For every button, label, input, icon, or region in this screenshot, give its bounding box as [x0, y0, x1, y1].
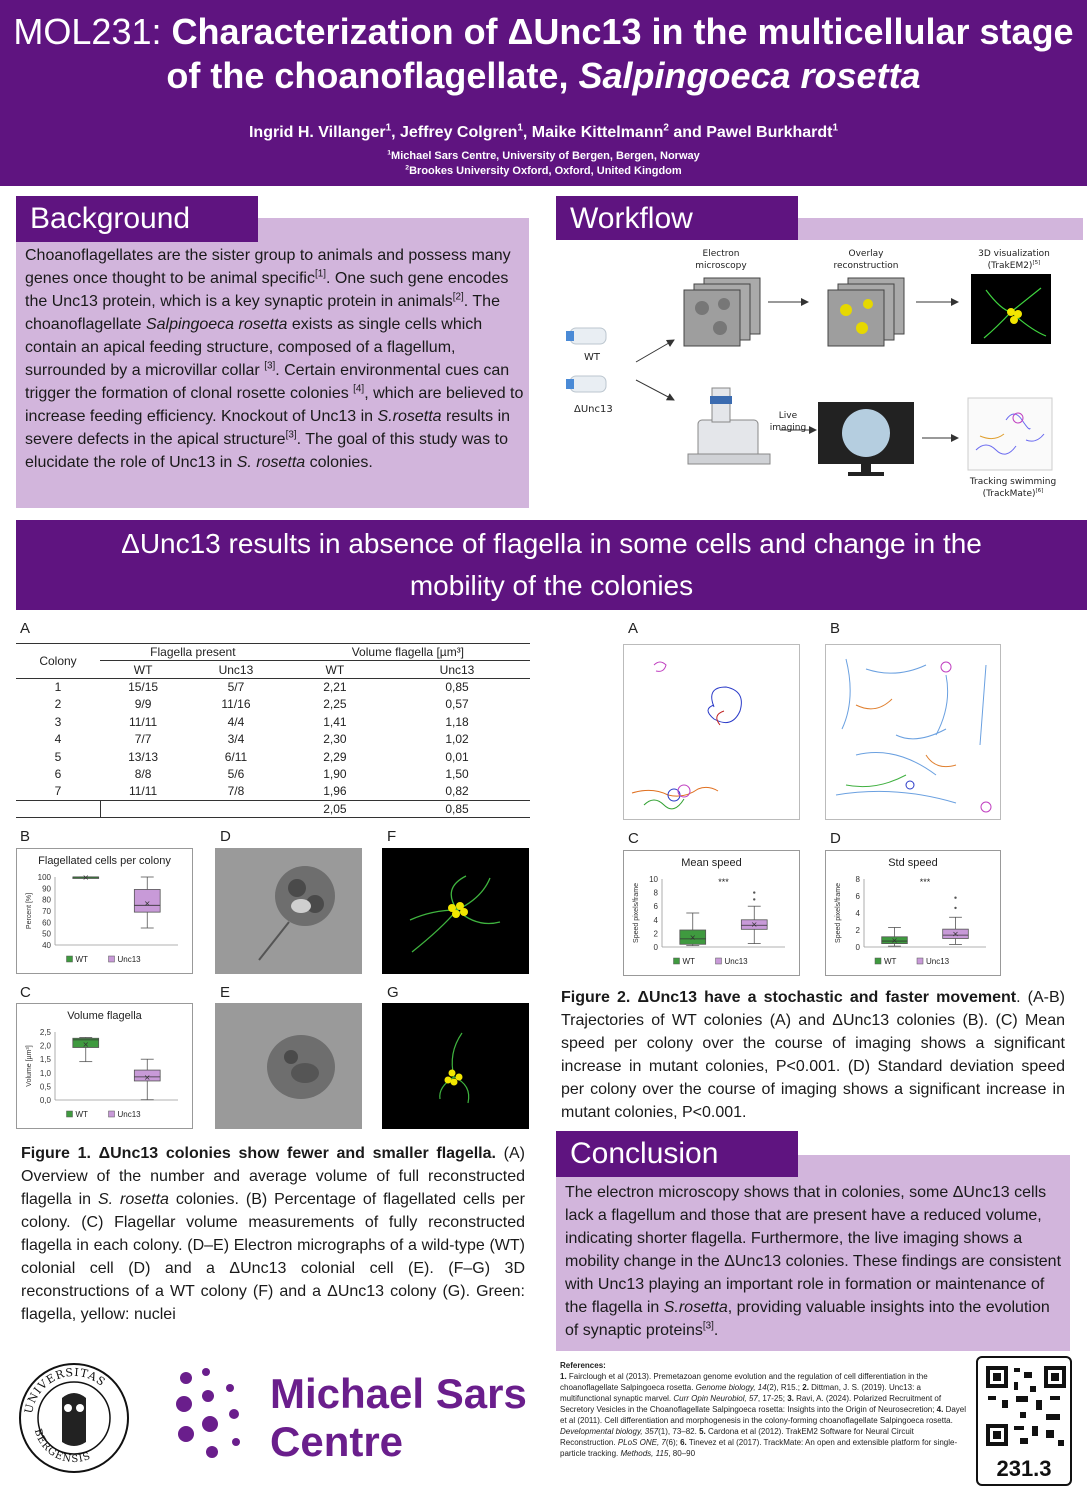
cell: 5 [54, 749, 62, 764]
ref-num: 2. [802, 1383, 809, 1392]
fig1-label-g: G [387, 984, 399, 1001]
ref-text: Dayel et al (2011). Cell differentiation and morphogenesis in the colony-forming choanoflagellate Salpingoeca rosetta. [560, 1405, 967, 1425]
poster-title-main: Characterization of ΔUnc13 in the multicellular stage of the choanoflagellate, [161, 11, 1074, 96]
chart-volume [16, 1003, 193, 1129]
monitor-icon [818, 402, 914, 476]
fig2-label-b: B [830, 620, 841, 637]
cell: 7/7 [134, 732, 152, 747]
box-mean-marker: × [891, 936, 898, 946]
cell: 0,85 [445, 680, 469, 695]
legend-label: Unc13 [117, 1110, 141, 1119]
trajectories-unc [825, 644, 1001, 820]
col-group-volume: Volume flagella [µm³] [286, 644, 530, 661]
citation: [3] [285, 429, 297, 441]
chart-volume-svg [17, 1004, 192, 1128]
cell: 0,82 [445, 784, 469, 799]
species-name: S. rosetta [236, 454, 306, 471]
workflow-diagram [556, 240, 1083, 508]
chart-std-speed-svg [826, 851, 1000, 975]
chart-mean-speed [623, 850, 800, 976]
legend-label: Unc13 [724, 957, 748, 966]
cell: 2,29 [323, 749, 347, 764]
text-run: . [713, 1322, 719, 1339]
arrow [636, 380, 674, 400]
fig1-label-d: D [220, 828, 231, 845]
chart-title: Mean speed [681, 857, 742, 869]
legend-label: WT [682, 957, 695, 966]
author: Jeffrey Colgren [400, 124, 518, 141]
cell: 0,57 [445, 697, 469, 712]
ref-end: , 17-25; [757, 1394, 788, 1403]
ref-text: Ravi, A. (2024). Polarized Recruitment of Secretory Vesicles in the Choanoflagellate Salpingoeca rosetta: Insights into the Origin of Neurosecretion; [560, 1394, 942, 1414]
banner-line-2: mobility of the colonies [409, 570, 694, 601]
cell: 1,41 [323, 714, 347, 729]
sub-header: Unc13 [439, 662, 475, 677]
table-row [16, 748, 530, 765]
legend-label: WT [75, 955, 88, 964]
author-aff: 1 [832, 122, 839, 134]
cell: 6 [54, 766, 62, 781]
msc-dots-svg [172, 1366, 252, 1466]
cell: 13/13 [128, 749, 159, 764]
tracking-image [968, 398, 1052, 470]
fig2-label-a: A [628, 620, 639, 637]
citation: [5] [1032, 260, 1041, 266]
text-run: results in severe defects in the apical structure [25, 408, 511, 448]
sub-header: Unc13 [218, 662, 254, 677]
viz-label [964, 248, 1064, 272]
cell: 9/9 [134, 697, 152, 712]
ref-num: 5. [699, 1427, 706, 1436]
cell [100, 800, 186, 817]
chart-title: Volume flagella [67, 1010, 142, 1022]
legend-swatch [109, 956, 115, 962]
recon-image-wt [382, 848, 529, 974]
y-tick-label: 2,5 [39, 1028, 51, 1037]
significance-label: *** [919, 877, 931, 887]
legend-label: WT [884, 957, 897, 966]
citation: [6] [1035, 488, 1044, 494]
citation: [2] [452, 291, 464, 303]
y-tick-label: 2 [653, 929, 658, 939]
table-row [16, 783, 530, 800]
cell: 2,30 [323, 732, 347, 747]
y-tick-label: 40 [42, 941, 51, 950]
text-run: . The goal of this study was to elucidate the role of Unc13 in [25, 431, 508, 471]
svg-text:UNIVERSITAS: UNIVERSITAS [22, 1365, 109, 1415]
col-colony: Colony [39, 653, 77, 668]
author: Ingrid H. Villanger [248, 124, 386, 141]
chart-std-speed [825, 850, 1001, 976]
y-tick-label: 70 [42, 907, 51, 916]
ref-journal: PLoS ONE, 7 [617, 1438, 666, 1447]
species-name: S.rosetta [663, 1299, 728, 1316]
flagella-table [16, 643, 530, 818]
box-mean-marker: × [143, 899, 151, 909]
ref-num: 3. [787, 1394, 794, 1403]
track-label-text: Tracking swimming (TrackMate) [969, 477, 1057, 499]
col-group-flagella: Flagella present [100, 644, 286, 661]
text-run: (A) Overview of the number and average volume of full reconstructed flagella in [21, 1145, 525, 1208]
y-tick-label: 8 [855, 875, 860, 884]
ref-end: (1), 73–82. [658, 1427, 700, 1436]
uib-seal-svg [18, 1362, 130, 1474]
cell: 1,02 [445, 732, 469, 747]
cell: 11/11 [128, 784, 158, 799]
ref-journal: Methods, 115 [620, 1449, 669, 1458]
affiliation-2 [0, 165, 1087, 177]
legend-swatch [67, 1111, 73, 1117]
cell: 1,90 [323, 766, 347, 781]
species-name: Salpingoeca rosetta [145, 316, 288, 333]
workflow-heading: Workflow [556, 196, 798, 242]
citation: [3] [264, 360, 276, 372]
y-tick-label: 80 [42, 895, 51, 905]
y-axis-label: Speed pixels/frame [835, 883, 842, 943]
poster-code: MOL231: [13, 11, 162, 52]
y-tick-label: 50 [42, 929, 51, 939]
species-name: S. rosetta [97, 1191, 169, 1208]
y-tick-label: 4 [653, 915, 658, 925]
ref-journal: Genome biology, 14 [695, 1383, 767, 1392]
legend-label: Unc13 [117, 955, 141, 964]
y-axis-label: Volume [µm³] [26, 1045, 33, 1087]
legend-label: WT [75, 1110, 88, 1119]
recon-image-wt-svg [382, 848, 529, 974]
fig1-label-c: C [20, 984, 31, 1001]
cell: 1,18 [445, 714, 469, 729]
text-run: , which are believed to increase feeding efficiency. Knockout of Unc13 in [25, 385, 524, 425]
text-run: . One such gene encodes the Unc13 protein, which is a key synaptic protein in animals [25, 270, 509, 310]
text-run: . (A-B) Trajectories of WT colonies (A) and ΔUnc13 colonies (B). (C) Mean speed per colony over the course of imaging shows a significant increase in mutant colonies, P<0.001. (D) Standard deviation speed per colony over the course of imaging shows a significant increase in mutant colonies, P<0.001. [561, 989, 1065, 1121]
legend-swatch [67, 956, 73, 962]
box-mean-marker: × [952, 929, 959, 939]
box-outlier [753, 898, 755, 900]
table-row [16, 730, 530, 747]
fig2-label-d: D [830, 830, 841, 847]
text-run: colonies. [305, 454, 373, 471]
y-tick-label: 0,5 [39, 1082, 51, 1092]
chart-flagellated-svg [17, 849, 192, 973]
poster-number: 231.3 [996, 1456, 1052, 1481]
flagella-table-grid [16, 643, 530, 818]
cell: 7 [54, 784, 62, 799]
cell [186, 800, 286, 817]
text-run: . The choanoflagellate [25, 293, 500, 333]
chart-mean-speed-svg [624, 851, 799, 975]
y-tick-label: 1,5 [39, 1055, 51, 1065]
box-mean-marker: × [143, 1072, 151, 1082]
ref-num: 1. [560, 1372, 567, 1381]
ref-text: Dittman, J. S. (2019). Unc13: a multifunctional synaptic marvel. [560, 1383, 921, 1403]
y-tick-label: 0 [653, 943, 658, 952]
background-text [25, 244, 525, 474]
legend-swatch [674, 958, 680, 964]
text-run: , providing valuable insights into the evolution of synaptic proteins [565, 1299, 1050, 1339]
cell: 2,21 [323, 680, 347, 695]
text-run: exists as single cells which contain an apical feeding structure, composed of a flagellum, surrounded by a microvillar collar [25, 316, 483, 379]
table-row [16, 713, 530, 730]
references [560, 1360, 968, 1459]
cell: 2,25 [323, 697, 347, 712]
y-tick-label: 60 [42, 918, 51, 928]
microscope-icon [688, 388, 770, 464]
ref-journal: Curr Opin Neurobiol, 57 [673, 1394, 758, 1403]
wt-label: WT [584, 352, 600, 363]
cell: 0,01 [445, 749, 469, 764]
fig2-caption [561, 986, 1065, 1124]
y-tick-label: 6 [653, 902, 658, 912]
cell [16, 800, 100, 817]
y-tick-label: 4 [855, 909, 860, 918]
recon-image-unc-svg [382, 1003, 529, 1129]
cell: 5/6 [227, 766, 245, 781]
ref-text: Fairclough et al (2013). Premetazoan genome evolution and the regulation of cell differentiation in the choanoflagellate Salpingoeca rosetta. [560, 1372, 928, 1392]
cell: 11/16 [221, 697, 251, 712]
trajectories-wt-svg [624, 645, 801, 821]
box-mean-marker: × [689, 932, 697, 942]
live-label: Live imaging [769, 411, 807, 433]
table-row [16, 696, 530, 713]
msc-line-1: Michael Sars [270, 1370, 527, 1417]
affiliation-text: Michael Sars Centre, University of Bergen, Bergen, Norway [391, 150, 700, 162]
y-tick-label: 0 [855, 943, 860, 952]
y-tick-label: 10 [649, 875, 658, 884]
banner-line-1: ΔUnc13 results in absence of flagella in some cells and change in the [121, 528, 982, 559]
workflow-svg [556, 240, 1083, 508]
results-banner [16, 520, 1087, 610]
conclusion-heading: Conclusion [556, 1131, 798, 1177]
fig1-label-a: A [20, 620, 31, 637]
uib-seal-logo [18, 1362, 130, 1474]
box-outlier [954, 907, 956, 909]
fig1-label-f: F [387, 828, 397, 845]
y-tick-label: 2 [855, 926, 860, 935]
ref-text: Tinevez et al (2017). TrackMate: An open and extensible platform for single-particle tracking. [560, 1438, 958, 1458]
cell: 5/7 [227, 680, 245, 695]
em-image-wt [215, 848, 362, 974]
poster-title-species: Salpingoeca rosetta [578, 55, 921, 96]
cell: 0,85 [445, 801, 469, 816]
box-mean-marker: × [82, 1040, 90, 1050]
text-run: . Certain environmental cues can trigger the formation of clonal rosette colonies [25, 362, 510, 402]
box-mean-marker: × [750, 919, 758, 929]
cell: 15/15 [128, 680, 159, 695]
table-row [16, 765, 530, 782]
recon-image-unc [382, 1003, 529, 1129]
cell: 3 [54, 714, 62, 729]
msc-dots-logo [172, 1366, 252, 1466]
author: Pawel Burkhardt [706, 124, 833, 141]
viz-label-text: 3D visualization (TrakEM2) [978, 249, 1050, 271]
fig2-label-c: C [628, 830, 639, 847]
y-tick-label: 6 [855, 892, 860, 901]
references-title: References: [560, 1361, 606, 1370]
em-stack-icon [684, 278, 760, 346]
cell: 2 [54, 697, 62, 712]
em-image-wt-svg [215, 848, 362, 974]
unc-label: ΔUnc13 [574, 404, 613, 415]
msc-line-2: Centre [270, 1418, 404, 1465]
text-run: The electron microscopy shows that in colonies, some ΔUnc13 cells lack a flagellum and those that are present have a reduced volume, indicating shorter flagella. Furthermore, the live imaging shows a mobility change in the ΔUnc13 colonies. These findings are consistent with Unc13 playing an important role in formation or maintenance of the flagella in [565, 1184, 1062, 1316]
cell: 1 [54, 680, 62, 695]
box-outlier [954, 897, 956, 899]
ref-journal: Developmental biology, 357 [560, 1427, 659, 1436]
flask-wt-icon [566, 328, 606, 344]
box-outlier [753, 891, 755, 893]
cell: 4/4 [227, 714, 245, 729]
trajectories-wt [623, 644, 800, 820]
table-row-average [16, 800, 530, 817]
msc-wordmark [270, 1370, 527, 1466]
legend-swatch [917, 958, 923, 964]
svg-text:BERGENSIS: BERGENSIS [31, 1427, 93, 1466]
author-aff: 1 [517, 122, 523, 134]
table-row [16, 678, 530, 695]
sub-header: WT [133, 662, 153, 677]
em-image-unc [215, 1003, 362, 1129]
legend-swatch [875, 958, 881, 964]
trajectories-unc-svg [826, 645, 1002, 821]
legend-swatch [109, 1111, 115, 1117]
ref-num: 6. [680, 1438, 687, 1447]
background-heading: Background [16, 196, 258, 242]
cell: 1,96 [323, 784, 347, 799]
y-tick-label: 8 [653, 888, 658, 898]
affiliation-text: Brookes University Oxford, Oxford, United Kingdom [409, 165, 682, 177]
em-label: Electron microscopy [695, 249, 747, 271]
track-label [958, 476, 1068, 500]
author-aff: 1 [385, 122, 392, 134]
y-tick-label: 100 [37, 873, 51, 882]
cell: 4 [54, 732, 62, 747]
references-list [560, 1371, 968, 1459]
poster-id-box [976, 1356, 1072, 1486]
y-tick-label: 1,0 [39, 1068, 51, 1078]
citation: [4] [353, 383, 365, 395]
conclusion-text [565, 1181, 1065, 1342]
y-axis-label: Percent [%] [26, 892, 33, 930]
chart-title: Std speed [888, 857, 938, 869]
3d-visualization-image [971, 274, 1051, 344]
y-axis-label: Speed pixels/frame [633, 883, 640, 943]
aff-mark: 2 [405, 164, 410, 172]
chart-title: Flagellated cells per colony [38, 855, 171, 867]
overlay-label: Overlay reconstruction [833, 249, 899, 271]
sub-header: WT [325, 662, 345, 677]
ref-end: (6); [665, 1438, 681, 1447]
poster-header [0, 0, 1087, 186]
legend-label: Unc13 [926, 957, 950, 966]
cell: 8/8 [134, 766, 152, 781]
author-aff: 2 [663, 122, 669, 134]
fig1-caption [21, 1142, 525, 1326]
y-tick-label: 2,0 [39, 1041, 51, 1051]
aff-mark: 1 [387, 149, 392, 157]
poster-title [10, 10, 1077, 98]
cell: 7/8 [227, 784, 245, 799]
arrow [636, 340, 674, 362]
ref-end: (2), R15.; [766, 1383, 803, 1392]
y-tick-label: 0,0 [39, 1096, 51, 1105]
citation: [3] [702, 1320, 714, 1332]
box-mean-marker: × [82, 873, 90, 882]
ref-text: Cardona et al (2012). TrakEM2 Software for Neural Circuit Reconstruction. [560, 1427, 914, 1447]
significance-label: *** [718, 877, 729, 887]
affiliation-1 [0, 150, 1087, 162]
cell: 6/11 [224, 749, 248, 764]
chart-flagellated [16, 848, 193, 974]
fig1-label-b: B [20, 828, 31, 845]
text-run: Choanoflagellates are the sister group to animals and possess many genes once thought to be animal specific [25, 247, 511, 287]
overlay-stack-icon [828, 278, 904, 346]
ref-end: , 80–90 [668, 1449, 696, 1458]
cell: 2,05 [323, 801, 347, 816]
legend-swatch [716, 958, 722, 964]
citation: [1] [314, 268, 326, 280]
cell: 1,50 [445, 766, 469, 781]
text-run: colonies. (B) Percentage of flagellated cells per colony. (C) Flagellar volume measurements of fully reconstructed flagella in each colony. (D–E) Electron micrographs of a wild-type (WT) colonial cell (D) and a ΔUnc13 colonial cell (E). (F–G) 3D reconstructions of a WT colony (F) and a ΔUnc13 colony (G). Green: flagella, yellow: nuclei [21, 1191, 525, 1323]
species-name: S.rosetta [377, 408, 442, 425]
ref-num: 4. [936, 1405, 944, 1414]
em-image-unc-svg [215, 1003, 362, 1129]
flask-unc-icon [566, 376, 606, 392]
fig1-label-e: E [220, 984, 231, 1001]
author-list: Ingrid H. Villanger$^1$, Jeffrey Colgren$^1$, Maike Kittelmann$^2$ and Pawel Burkhardt$^1$ [248, 122, 839, 141]
cell: 11/11 [128, 714, 158, 729]
cell: 3/4 [227, 732, 245, 747]
author: Maike Kittelmann [531, 124, 664, 141]
qr-code-icon[interactable] [980, 1360, 1072, 1452]
fig1-caption-title: Figure 1. ΔUnc13 colonies show fewer and smaller flagella. [21, 1145, 496, 1162]
y-tick-label: 90 [42, 884, 51, 894]
fig2-caption-title: Figure 2. ΔUnc13 have a stochastic and faster movement [561, 989, 1017, 1006]
